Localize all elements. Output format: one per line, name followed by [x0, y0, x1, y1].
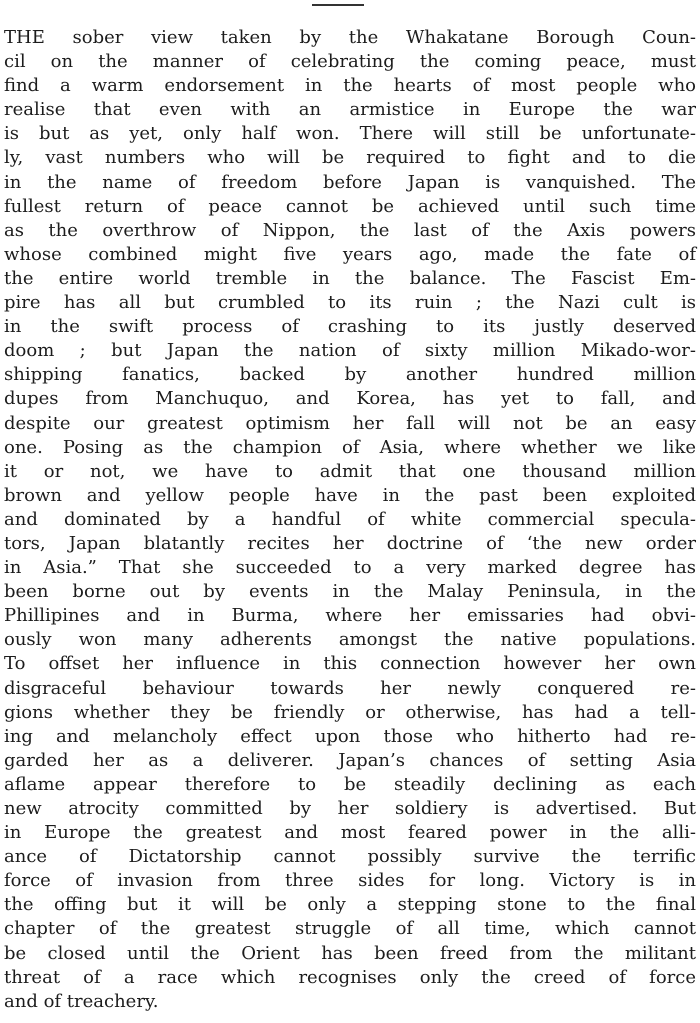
article-line: Phillipines and in Burma, where her emissaries had obvi- — [4, 605, 696, 627]
article-line: ously won many adherents amongst the native populations. — [4, 629, 696, 651]
article-line: in the name of freedom before Japan is vanquished. The — [4, 171, 696, 193]
article-line: as the overthrow of Nippon, the last of the Axis powers — [4, 219, 696, 241]
article-line: ance of Dictatorship cannot possibly survive the terrific — [4, 846, 696, 868]
article-line: pire has all but crumbled to its ruin ; the Nazi cult is — [4, 292, 696, 314]
article-line: doom ; but Japan the nation of sixty million Mikado-wor- — [4, 340, 696, 362]
article-line: whose combined might five years ago, made the fate of — [4, 243, 696, 265]
article-line: fullest return of peace cannot be achieved until such time — [4, 195, 696, 217]
article-line: To offset her influence in this connection however her own — [4, 653, 696, 675]
article-line: is but as yet, only half won. There will still be unfortunate- — [4, 123, 696, 145]
article-line: THE sober view taken by the Whakatane Borough Coun- — [4, 27, 696, 48]
article-line: the entire world tremble in the balance. The Fascist Em- — [4, 267, 696, 289]
article-line: disgraceful behaviour towards her newly conquered re- — [4, 677, 696, 699]
article-line: realise that even with an armistice in Europe the war — [4, 99, 696, 121]
article-line: aflame appear therefore to be steadily declining as each — [4, 773, 696, 795]
article-line: it or not, we have to admit that one thousand million — [4, 460, 696, 482]
article-line: cil on the manner of celebrating the coming peace, must — [4, 51, 696, 73]
article-line: in Asia.” That she succeeded to a very marked degree has — [4, 557, 696, 579]
article-line: in Europe the greatest and most feared power in the alli- — [4, 822, 696, 844]
article-line: shipping fanatics, backed by another hundred million — [4, 364, 696, 386]
article-line: dupes from Manchuquo, and Korea, has yet to fall, and — [4, 388, 696, 410]
article-line: ly, vast numbers who will be required to fight and to die — [4, 147, 696, 169]
article-line: garded her as a deliverer. Japan’s chances of setting Asia — [4, 749, 696, 771]
article-line: and of treachery. — [4, 990, 159, 1012]
editorial-article — [4, 26, 696, 1014]
article-line: tors, Japan blatantly recites her doctrine of ‘the new order — [4, 532, 696, 554]
article-line: force of invasion from three sides for long. Victory is in — [4, 870, 696, 892]
article-line: and dominated by a handful of white commercial specula- — [4, 508, 696, 530]
article-line: been borne out by events in the Malay Peninsula, in the — [4, 581, 696, 603]
article-line: the offing but it will be only a stepping stone to the final — [4, 894, 696, 916]
article-line: threat of a race which recognises only the creed of force — [4, 966, 696, 988]
article-line: find a warm endorsement in the hearts of most people who — [4, 75, 696, 97]
article-line: new atrocity committed by her soldiery is advertised. But — [4, 798, 696, 819]
article-line: ing and melancholy effect upon those who hitherto had re- — [4, 725, 696, 747]
article-line: in the swift process of crashing to its justly deserved — [4, 316, 696, 338]
article-line: gions whether they be friendly or otherwise, has had a tell- — [4, 701, 696, 723]
article-line: chapter of the greatest struggle of all time, which cannot — [4, 918, 696, 940]
top-rule — [312, 4, 364, 6]
article-line: brown and yellow people have in the past been exploited — [4, 484, 696, 506]
article-line: one. Posing as the champion of Asia, where whether we like — [4, 436, 696, 458]
article-line: despite our greatest optimism her fall will not be an easy — [4, 412, 696, 434]
article-line: be closed until the Orient has been freed from the militant — [4, 942, 696, 964]
